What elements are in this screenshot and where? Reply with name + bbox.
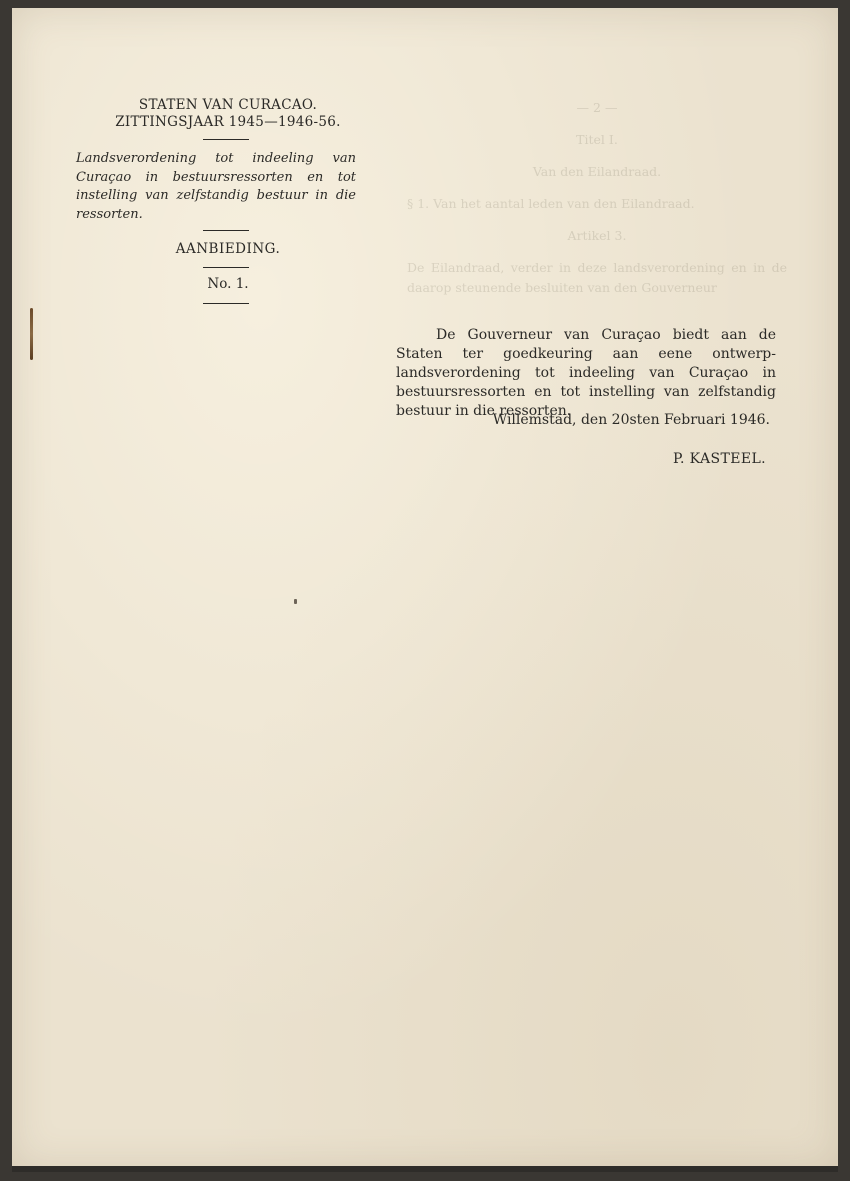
paper-speck <box>294 599 297 604</box>
signature: P. KASTEEL. <box>672 451 766 467</box>
section-label: AANBIEDING. <box>175 241 281 257</box>
document-number: No. 1. <box>207 276 249 292</box>
divider-rule <box>203 303 249 304</box>
date-line: Willemstad, den 20sten Februari 1946. <box>492 412 770 428</box>
page-bottom-edge <box>12 1166 838 1172</box>
divider-rule <box>203 267 249 268</box>
document-page <box>12 8 838 1168</box>
document-header <box>112 97 344 131</box>
staple-mark <box>30 308 33 360</box>
bleed-through-text: — 2 — Titel I. Van den Eilandraad. § 1. Van het aantal leden van den Eilandraad. Artikel 3. De Eilandraad, verder in deze landsverordening en in de daarop steunende besluiten van den Gouverneur <box>407 100 787 295</box>
body-paragraph: De Gouverneur van Curaçao biedt aan de Staten ter goedkeuring aan eene ontwerp-landsverordening tot indeeling van Curaçao in bestuursressorten en tot instelling van zelfstandig bestuur in die ressorten. <box>396 327 776 419</box>
document-subject: Landsverordening tot indeeling van Curaçao in bestuursressorten en tot instelling van zelfstandig bestuur in die ressorten. <box>76 151 356 222</box>
header-line-2: ZITTINGSJAAR 1945—1946-56. <box>115 114 341 130</box>
divider-rule <box>203 230 249 231</box>
header-line-1: STATEN VAN CURACAO. <box>138 97 318 113</box>
divider-rule <box>203 139 249 140</box>
